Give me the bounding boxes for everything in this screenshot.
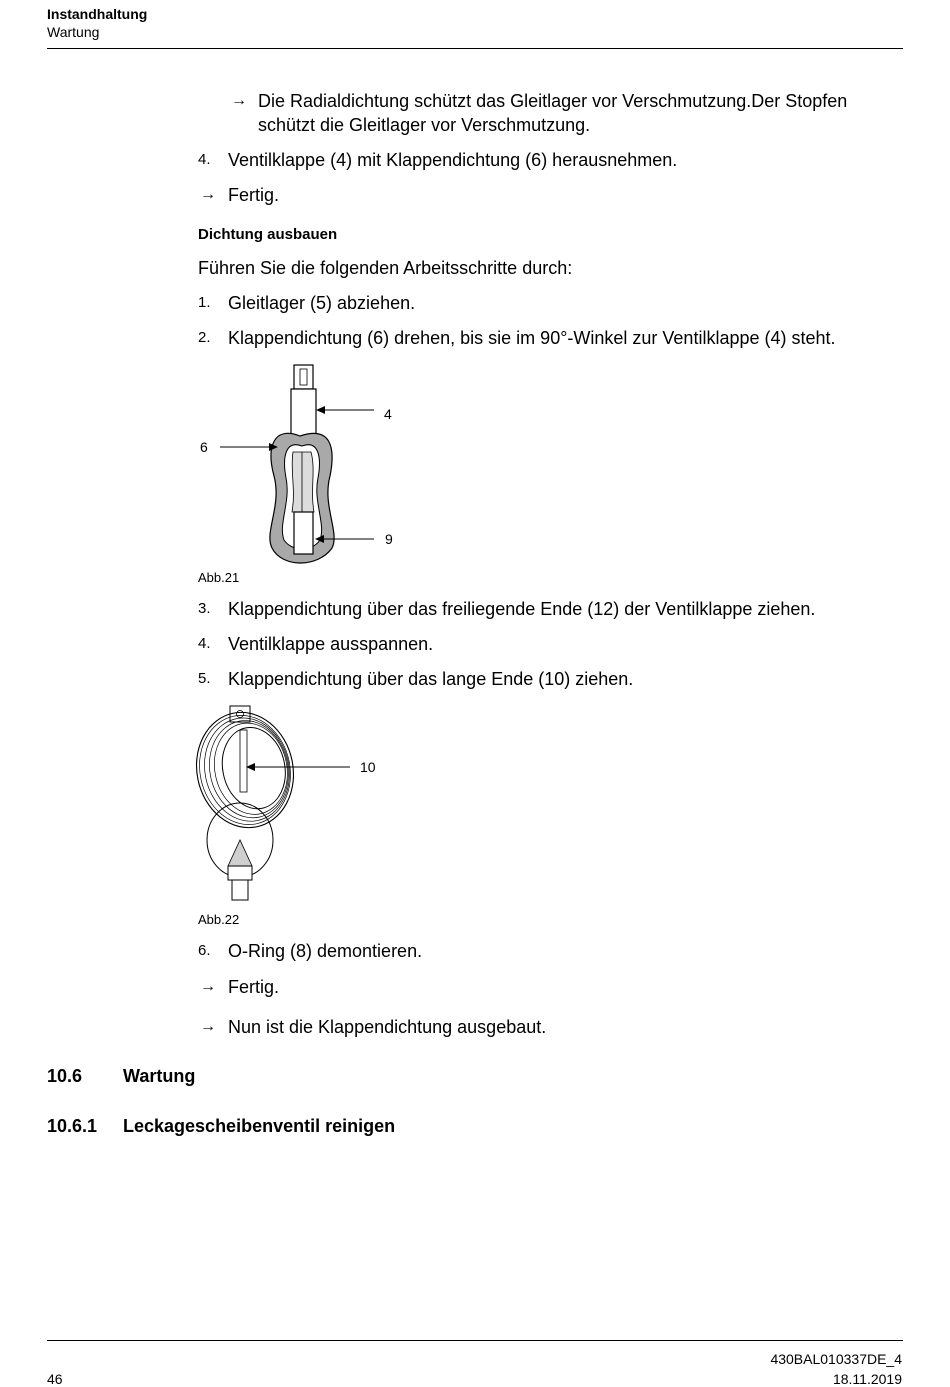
result-final-text: Nun ist die Klappendichtung ausgebaut. — [228, 1017, 547, 1037]
result-text-line-1: Die Radialdichtung schützt das Gleitlager vor Verschmutzung.Der Stopfen — [258, 91, 848, 111]
step-text: Klappendichtung über das freiliegende Ende (12) der Ventilklappe ziehen. — [228, 599, 816, 619]
section-number-10-6-1: 10.6.1 — [47, 1116, 98, 1136]
step-marker: 3. — [198, 600, 211, 617]
intro-text: Führen Sie die folgenden Arbeitsschritte durch: — [198, 258, 573, 278]
result-done-text: Fertig. — [228, 185, 280, 205]
step-text: Klappendichtung über das lange Ende (10) ziehen. — [228, 669, 634, 689]
callout-9: 9 — [385, 531, 393, 547]
step-marker: 5. — [198, 670, 211, 687]
step-marker: 2. — [198, 329, 211, 346]
step-marker: 4. — [198, 635, 211, 652]
figure-22-caption: Abb.22 — [198, 912, 240, 927]
header-section-title: Wartung — [47, 24, 100, 40]
result-text-line-2: schützt die Gleitlager vor Verschmutzung. — [258, 115, 591, 135]
result-arrow-icon: → — [200, 1018, 216, 1035]
callout-4: 4 — [384, 406, 392, 422]
figure-21-caption: Abb.21 — [198, 570, 240, 585]
section-title-wartung: Wartung — [123, 1066, 196, 1086]
footer-rule — [47, 1340, 903, 1341]
footer-page-number: 46 — [47, 1371, 63, 1387]
result-arrow-icon: → — [200, 186, 216, 203]
step-text: Ventilklappe ausspannen. — [228, 634, 434, 654]
step-text: Gleitlager (5) abziehen. — [228, 293, 416, 313]
result-done-text: Fertig. — [228, 977, 280, 997]
step-marker: 1. — [198, 294, 211, 311]
footer-doc-id: 430BAL010337DE_4 — [770, 1351, 902, 1367]
step-marker: 4. — [198, 151, 211, 168]
step-text: Ventilklappe (4) mit Klappendichtung (6) herausnehmen. — [228, 150, 678, 170]
step-text: O-Ring (8) demontieren. — [228, 941, 423, 961]
header-chapter-title: Instandhaltung — [47, 6, 148, 22]
section-number-10-6: 10.6 — [47, 1066, 83, 1086]
subheading-dichtung-ausbauen: Dichtung ausbauen — [198, 226, 338, 243]
result-arrow-icon: → — [200, 978, 216, 995]
section-title-leckagescheibenventil: Leckagescheibenventil reinigen — [123, 1116, 396, 1136]
step-text: Klappendichtung (6) drehen, bis sie im 90°-Winkel zur Ventilklappe (4) steht. — [228, 328, 836, 348]
result-arrow-icon: → — [231, 92, 247, 109]
step-marker: 6. — [198, 942, 211, 959]
footer-date: 18.11.2019 — [832, 1371, 902, 1387]
callout-10: 10 — [360, 759, 376, 775]
callout-6: 6 — [200, 439, 208, 455]
